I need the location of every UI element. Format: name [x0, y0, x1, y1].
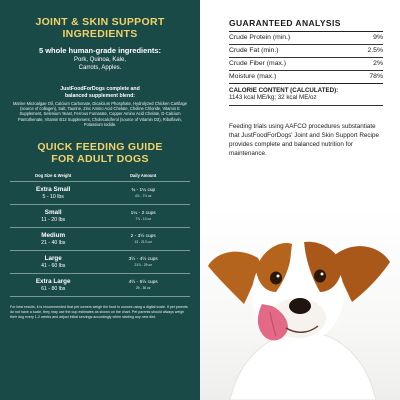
dog-right-eye-glint: [321, 273, 324, 276]
dog-size: Extra Small: [36, 186, 71, 194]
ingredients-title: 5 whole human-grade ingredients:: [38, 46, 162, 55]
feeding-note: For best results, it is recommended that pet owners weigh the food in ounces using a digital scale. If pet parents do not have a scale, they may use the cup estimates as shown on the chart. Pet parents should always weigh their dog every 1-2 weeks and adjust initial servings accordingly when starting any new diet.: [10, 305, 188, 319]
calorie-value: 1143 kcal ME/kg; 32 kcal ME/oz: [229, 94, 383, 106]
cup-amount: 1¼ - 2 cups: [130, 210, 156, 216]
analysis-value: 2%: [373, 60, 383, 67]
supplement-blend-title: [10, 86, 190, 99]
supplement-blend-text: Marine Microalgae Oil, Calcium Carbonate, Dicalcium Phosphate, Hydrolyzed Chicken Cartilage (source of collagen), Salt, Taurine, Zinc Amino Acid Chelate, Choline Chloride, Vitamin E Supplement, Selenium Yeast, Ferrous Fumarate, Copper Amino Acid Chelate, D-Calcium Pantothenate, Vitamin B12 Supplement, Cholecalciferol (source of Vitamin D3), Riboflavin, Potassium Iodide.: [12, 101, 188, 127]
weight-amount: 21⅞ - 29 oz: [134, 262, 152, 267]
table-row: [10, 182, 190, 205]
blend-title-line1: JustFoodForDogs complete and: [60, 86, 140, 92]
analysis-label: Crude Protein (min.): [229, 34, 291, 41]
dog-size: Medium: [41, 232, 66, 240]
cup-amount: 3½ - 4½ cups: [128, 256, 158, 262]
analysis-row: [229, 32, 383, 45]
col-dog-size: Dog Size & Weight: [35, 173, 72, 179]
weight-amount: 4⅞ - 7⅞ oz: [134, 193, 152, 198]
weight-amount: 7⅞ - 10 oz: [135, 216, 151, 221]
analysis-label: Moisture (max.): [229, 73, 277, 80]
ingredients-heading-line2: INGREDIENTS: [62, 28, 138, 40]
dog-size: Extra Large: [35, 278, 71, 286]
blend-title-line2: balanced supplement blend:: [64, 92, 136, 99]
dog-weight: 21 - 40 lbs: [41, 239, 66, 246]
dog-blaze: [289, 242, 307, 296]
weight-amount: 13 - 21⅞ oz: [134, 239, 152, 244]
feeding-heading-line2: FOR ADULT DOGS: [51, 153, 149, 166]
dog-weight: 61 - 80 lbs: [41, 285, 66, 292]
cup-amount: ¾ - 1¼ cup: [131, 187, 156, 193]
analysis-value: 2.5%: [367, 47, 383, 54]
dog-right-eye: [314, 270, 326, 283]
dog-left-eye-glint: [277, 275, 280, 278]
dog-size: Large: [44, 255, 62, 263]
weight-amount: 29 - 36 oz: [135, 285, 151, 290]
col-daily-amount: Daily Amount: [130, 173, 157, 179]
feeding-table-header: [10, 173, 190, 182]
feeding-trial-statement: Feeding trials using AAFCO procedures substantiate that JustFoodForDogs' Joint and Skin Support Recipe provides complete and balanced nutrition for maintenance.: [229, 123, 379, 157]
dog-weight: 5 - 10 lbs: [42, 193, 64, 200]
ingredients-heading: [10, 16, 190, 40]
feeding-guide-heading: [10, 141, 190, 165]
analysis-label: Crude Fiber (max.): [229, 60, 287, 67]
table-row: [10, 228, 190, 251]
analysis-row: [229, 58, 383, 71]
right-info-panel: [200, 0, 400, 400]
dog-left-eye: [270, 272, 282, 285]
analysis-row: [229, 71, 383, 84]
analysis-value: 78%: [369, 73, 383, 80]
ingredients-line2: Carrots, Apples.: [78, 65, 122, 71]
dog-illustration: [200, 206, 400, 400]
feeding-table: [10, 173, 190, 297]
table-row: [10, 274, 190, 297]
analysis-value: 9%: [373, 34, 383, 41]
guaranteed-analysis-title: GUARANTEED ANALYSIS: [229, 18, 383, 32]
table-row: [10, 205, 190, 228]
analysis-row: [229, 45, 383, 58]
dog-nose: [289, 298, 311, 314]
dog-weight: 41 - 60 lbs: [41, 262, 66, 269]
calorie-title: CALORIE CONTENT (CALCULATED):: [229, 87, 339, 94]
dog-photo: [200, 206, 400, 400]
guaranteed-analysis-box: [229, 18, 383, 158]
analysis-label: Crude Fat (min.): [229, 47, 279, 54]
dog-size: Small: [44, 209, 62, 217]
cup-amount: 4½ - 5½ cups: [128, 279, 158, 285]
ingredients-line1: Pork, Quinoa, Kale,: [73, 57, 127, 63]
cup-amount: 2 - 3½ cups: [130, 233, 156, 239]
feeding-heading-line1: QUICK FEEDING GUIDE: [37, 141, 163, 154]
table-row: [10, 251, 190, 274]
dog-weight: 11 - 20 lbs: [41, 216, 66, 223]
ingredients-heading-line1: JOINT & SKIN SUPPORT: [35, 16, 165, 28]
ingredients-list: [10, 56, 190, 72]
